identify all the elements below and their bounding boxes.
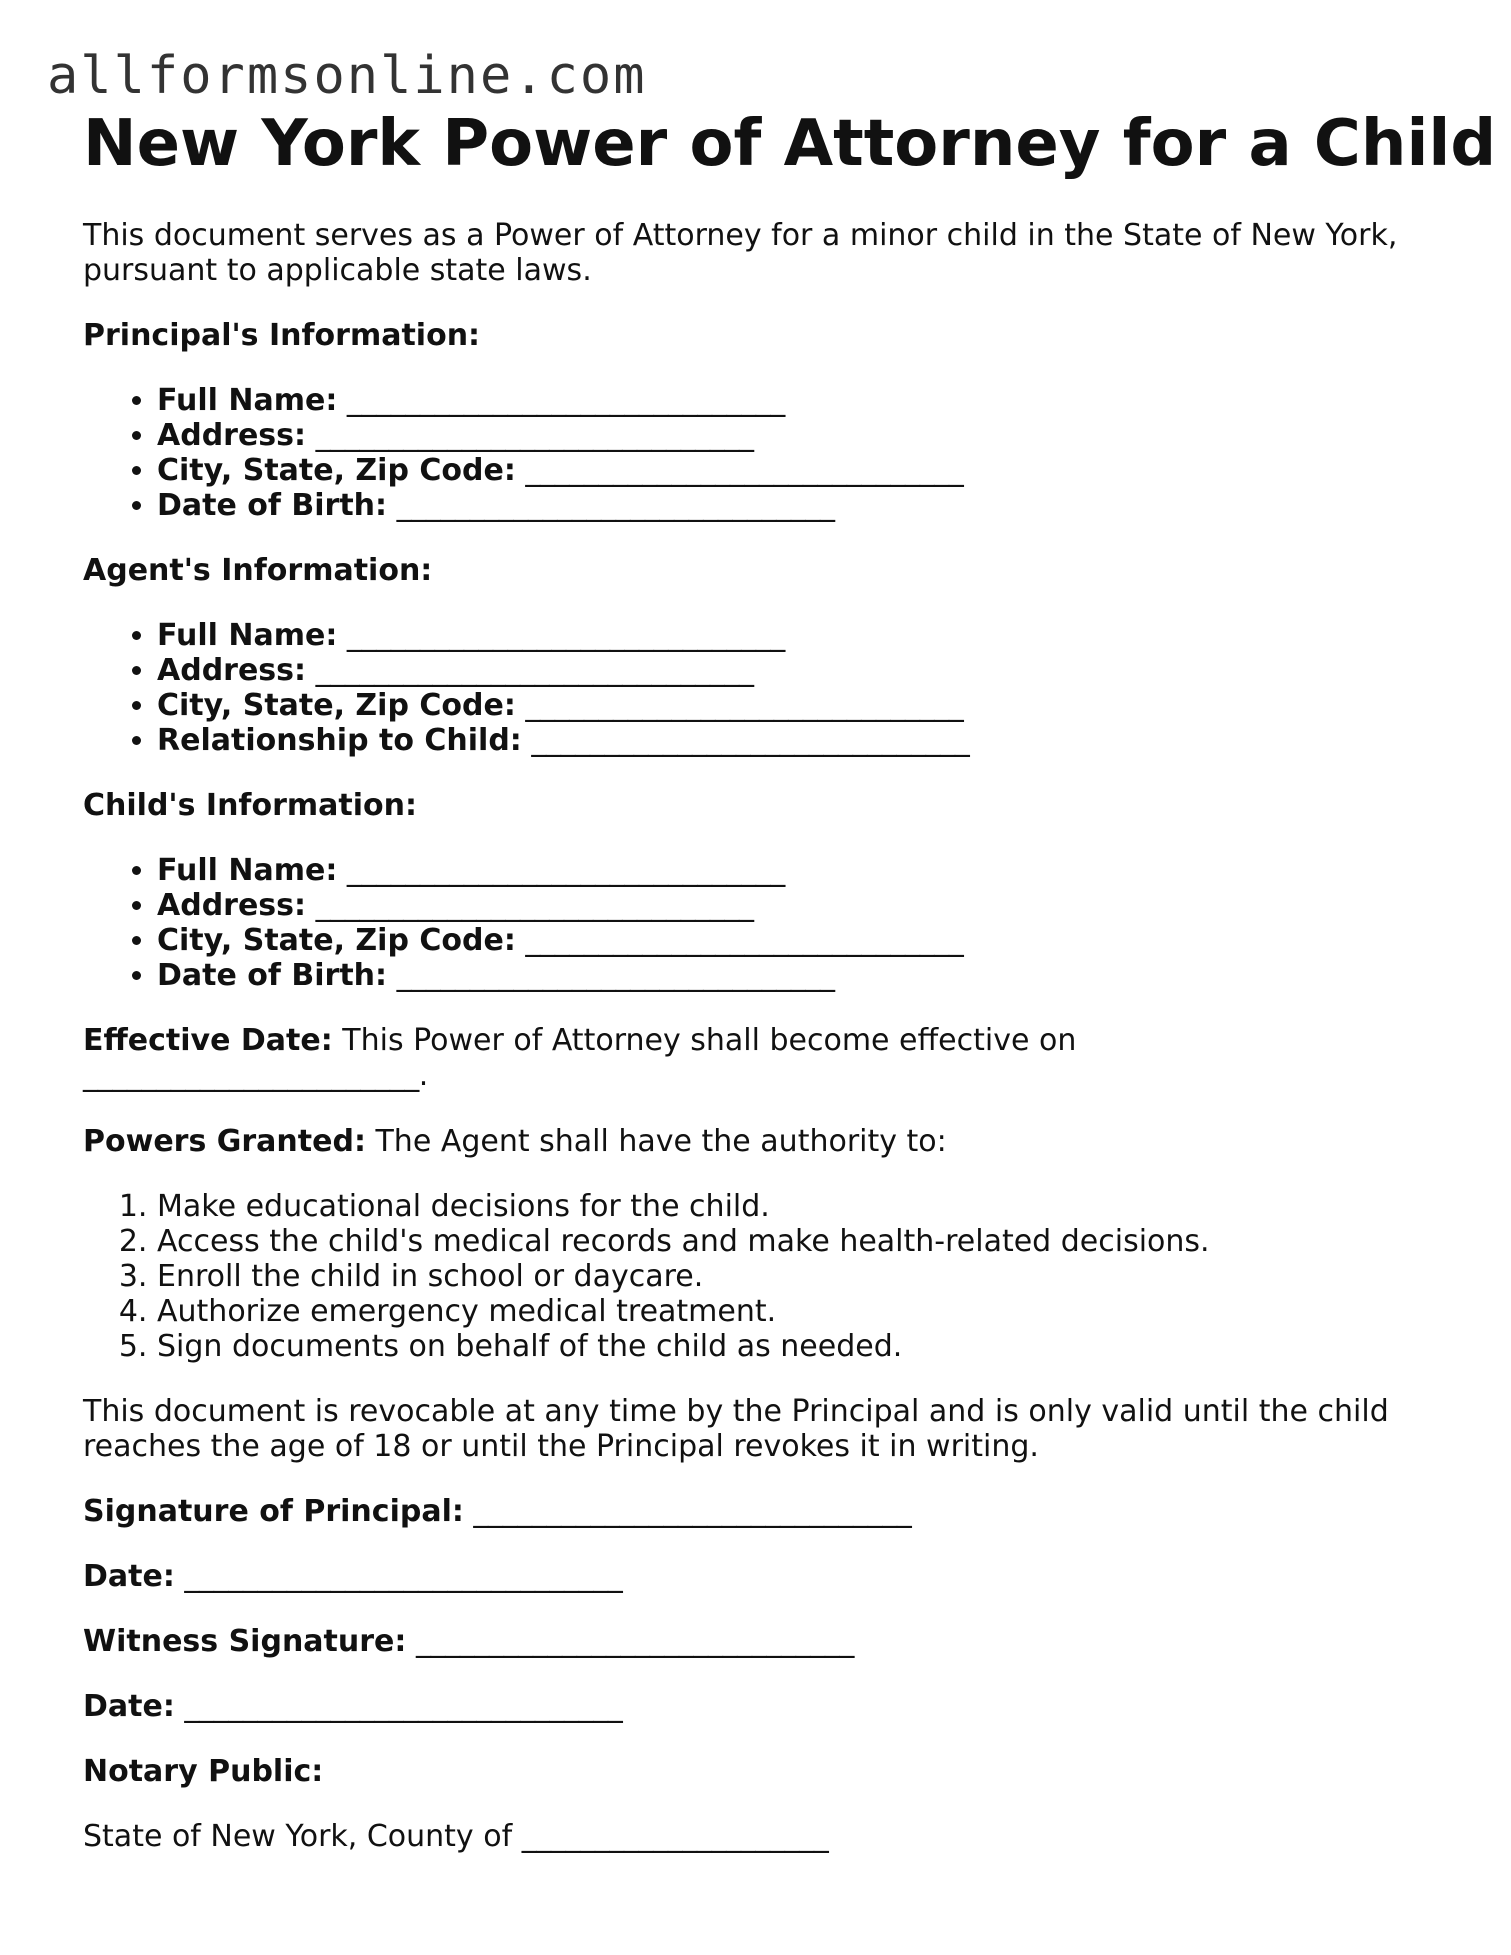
agent-address-field[interactable]	[157, 653, 1443, 688]
power-item: 4. Authorize emergency medical treatment.	[157, 1294, 1443, 1329]
principal-date-of-birth-field[interactable]	[157, 488, 1443, 523]
field-label: Relationship to Child:	[157, 723, 522, 758]
principal-field-list	[83, 383, 1443, 523]
child-full-name-field[interactable]	[157, 853, 1443, 888]
effective-date-label: Effective Date:	[83, 1023, 333, 1058]
fill-in-line[interactable]: ______________________________	[184, 1559, 623, 1594]
fill-in-line[interactable]: ______________________________	[315, 888, 754, 923]
field-label: Address:	[157, 418, 307, 453]
field-label: City, State, Zip Code:	[157, 923, 516, 958]
form-body	[83, 105, 1497, 1854]
field-label: Signature of Principal:	[83, 1494, 464, 1529]
principal-heading: Principal's Information:	[83, 318, 481, 353]
field-label: Date of Birth:	[157, 958, 388, 993]
witness-signature-line[interactable]	[83, 1624, 1443, 1659]
child-city-state-zip-field[interactable]	[157, 923, 1443, 958]
field-label: Witness Signature:	[83, 1624, 407, 1659]
notary-county-text: State of New York, County of	[83, 1819, 513, 1854]
fill-in-line[interactable]: ______________________________	[525, 453, 964, 488]
effective-date-paragraph	[83, 1023, 1443, 1093]
child-heading: Child's Information:	[83, 788, 417, 823]
principal-city-state-zip-field[interactable]	[157, 453, 1443, 488]
agent-heading: Agent's Information:	[83, 553, 433, 588]
fill-in-line[interactable]: ______________________________	[525, 688, 964, 723]
field-label: Address:	[157, 653, 307, 688]
field-label: Date:	[83, 1689, 175, 1724]
principal-signature-line[interactable]	[83, 1494, 1443, 1529]
fill-in-line[interactable]: ______________________________	[396, 488, 835, 523]
field-label: Full Name:	[157, 618, 338, 653]
powers-paragraph	[83, 1124, 1443, 1159]
effective-date-text: This Power of Attorney shall become effective on	[342, 1023, 1077, 1058]
notary-county-line[interactable]	[83, 1819, 1443, 1854]
fill-in-line[interactable]: ______________________________	[184, 1689, 623, 1724]
field-label: Date of Birth:	[157, 488, 388, 523]
intro-paragraph: This document serves as a Power of Attorney for a minor child in the State of New York, pursuant to applicable state laws.	[83, 218, 1398, 288]
fill-in-line[interactable]: ______________________________	[525, 923, 964, 958]
fill-in-line[interactable]: ______________________________	[315, 418, 754, 453]
field-label: Address:	[157, 888, 307, 923]
powers-label: Powers Granted:	[83, 1124, 366, 1159]
power-item: 3. Enroll the child in school or daycare.	[157, 1259, 1443, 1294]
child-date-of-birth-field[interactable]	[157, 958, 1443, 993]
powers-list	[83, 1189, 1443, 1364]
witness-date-line[interactable]	[83, 1689, 1443, 1724]
principal-address-field[interactable]	[157, 418, 1443, 453]
principal-full-name-field[interactable]	[157, 383, 1443, 418]
site-watermark: allforms​online.com	[47, 46, 647, 106]
field-label: Full Name:	[157, 853, 338, 888]
fill-in-line[interactable]: ______________________________	[473, 1494, 912, 1529]
fill-in-line[interactable]: ______________________________	[396, 958, 835, 993]
fill-in-line[interactable]: ______________________________	[346, 383, 785, 418]
fill-in-line[interactable]: ______________________________	[346, 853, 785, 888]
document-title: New York Power of Attorney for a Child	[83, 107, 1497, 181]
field-label: City, State, Zip Code:	[157, 688, 516, 723]
effective-date-line[interactable]: _______________________.	[83, 1058, 428, 1093]
agent-relationship-field[interactable]	[157, 723, 1443, 758]
fill-in-line[interactable]: ______________________________	[415, 1624, 854, 1659]
fill-in-line[interactable]: _____________________	[521, 1819, 829, 1854]
fill-in-line[interactable]: ______________________________	[346, 618, 785, 653]
powers-text: The Agent shall have the authority to:	[375, 1124, 947, 1159]
power-item: 2. Access the child's medical records and make health-related decisions.	[157, 1224, 1443, 1259]
fill-in-line[interactable]: ______________________________	[531, 723, 970, 758]
agent-city-state-zip-field[interactable]	[157, 688, 1443, 723]
agent-full-name-field[interactable]	[157, 618, 1443, 653]
revocation-paragraph: This document is revocable at any time by the Principal and is only valid until the child reaches the age of 18 or until the Principal revokes it in writing.	[83, 1394, 1389, 1464]
agent-field-list	[83, 618, 1443, 758]
principal-date-line[interactable]	[83, 1559, 1443, 1594]
power-item: 5. Sign documents on behalf of the child as needed.	[157, 1329, 1443, 1364]
child-address-field[interactable]	[157, 888, 1443, 923]
child-field-list	[83, 853, 1443, 993]
notary-heading: Notary Public:	[83, 1754, 324, 1789]
field-label: City, State, Zip Code:	[157, 453, 516, 488]
fill-in-line[interactable]: ______________________________	[315, 653, 754, 688]
field-label: Full Name:	[157, 383, 338, 418]
power-item: 1. Make educational decisions for the child.	[157, 1189, 1443, 1224]
field-label: Date:	[83, 1559, 175, 1594]
